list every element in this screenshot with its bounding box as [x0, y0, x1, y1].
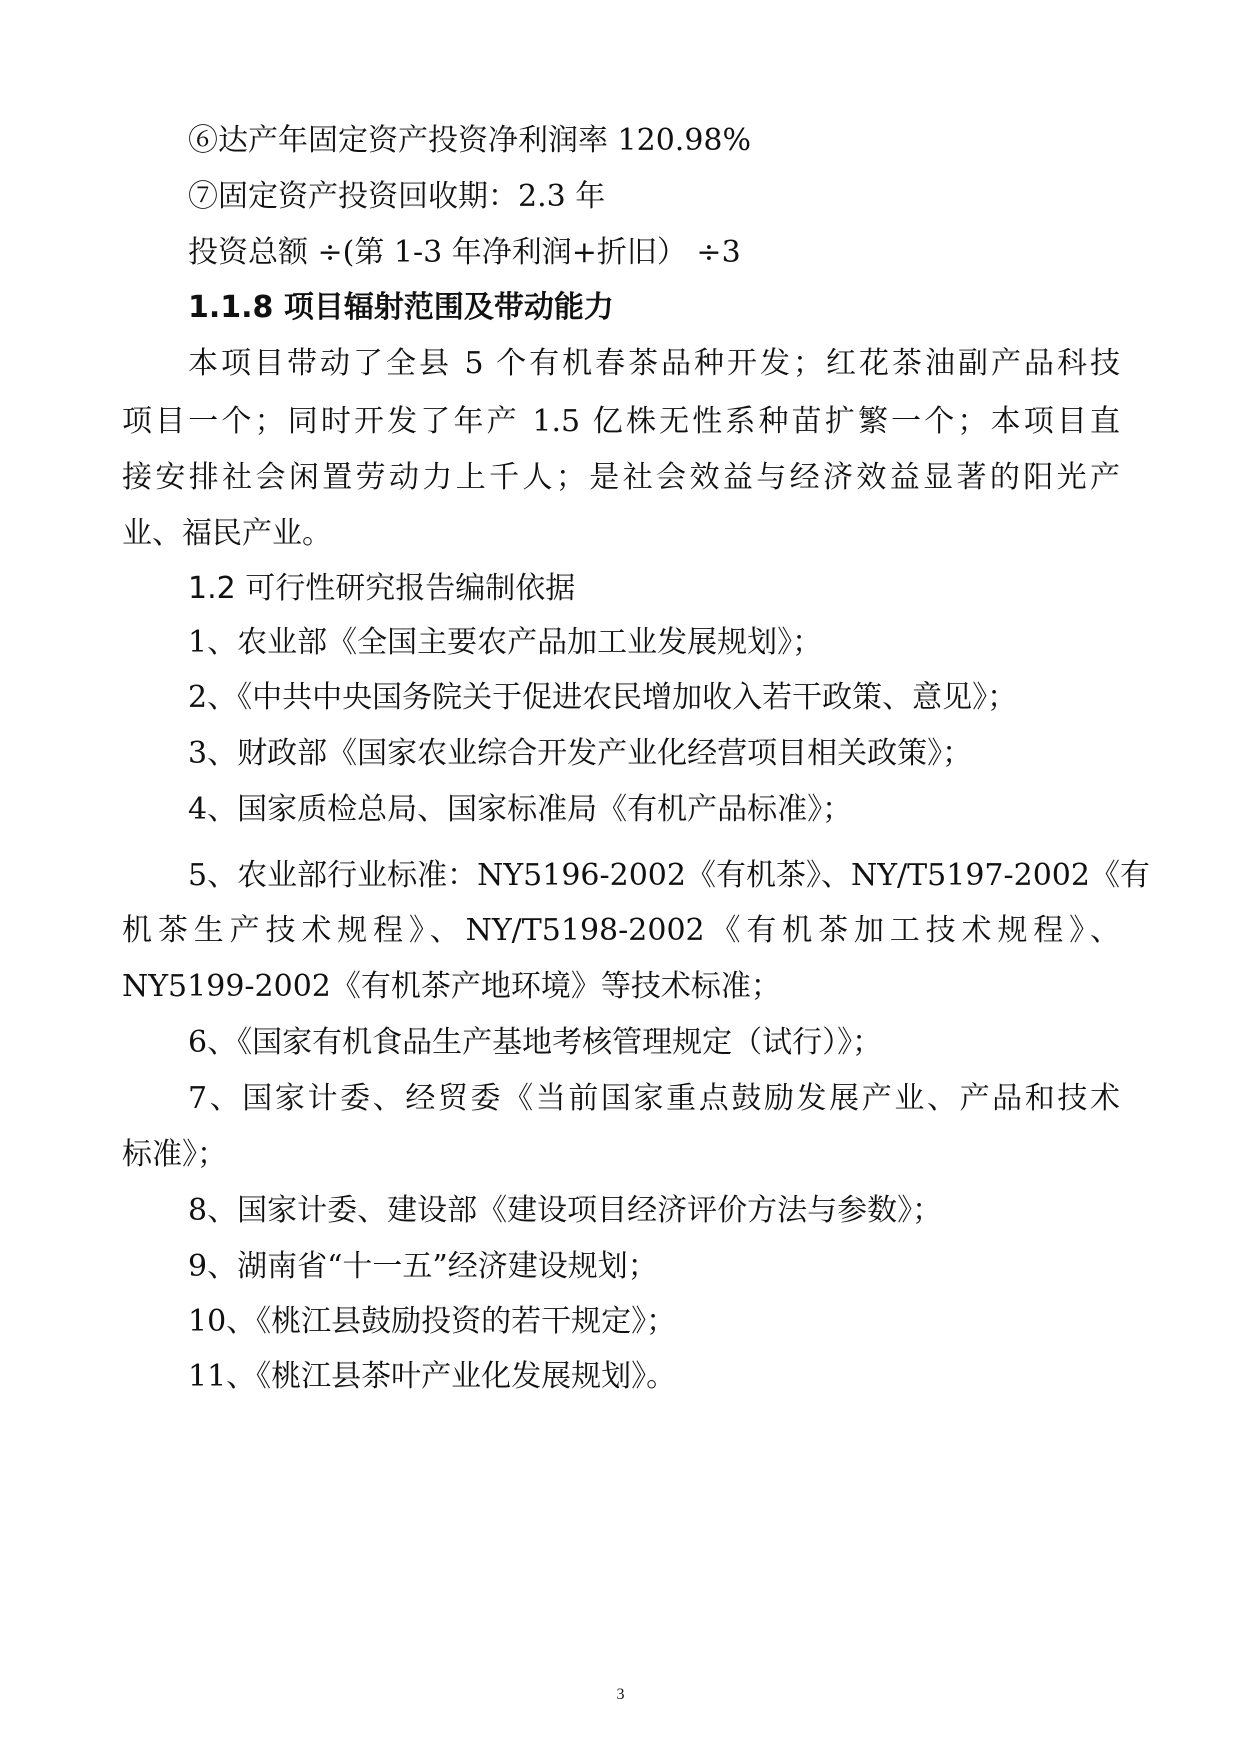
list-item: 10、《桃江县鼓励投资的若干规定》；: [188, 1304, 677, 1339]
text-line: ⑦固定资产投资回收期：2.3 年: [188, 179, 606, 214]
list-item-continued: 机茶生产技术规程》、NY/T5198-2002《有机茶加工技术规程》、: [122, 913, 1120, 948]
section-heading: 1.1.8 项目辐射范围及带动能力: [188, 290, 614, 325]
page-number: 3: [616, 1686, 625, 1703]
text-line: ⑥达产年固定资产投资净利润率 120.98%: [188, 123, 752, 158]
list-item: 5、农业部行业标准：NY5196-2002《有机茶》、NY/T5197-2002《有: [188, 858, 1150, 893]
list-item: 8、国家计委、建设部《建设项目经济评价方法与参数》；: [188, 1193, 943, 1228]
section-heading: 1.2 可行性研究报告编制依据: [188, 571, 576, 606]
list-item: 11、《桃江县茶叶产业化发展规划》。: [188, 1359, 677, 1394]
text-line: 投资总额 ÷(第 1-3 年净利润+折旧） ÷3: [188, 235, 741, 270]
paragraph-line: 接安排社会闲置劳动力上千人；是社会效益与经济效益显著的阳光产: [122, 460, 1120, 495]
list-item: 6、《国家有机食品生产基地考核管理规定（试行）》；: [188, 1025, 883, 1060]
list-item: 9、湖南省“十一五”经济建设规划；: [188, 1249, 658, 1284]
list-item: 4、国家质检总局、国家标准局《有机产品标准》；: [188, 792, 853, 827]
paragraph-line: 业、福民产业。: [122, 516, 332, 551]
list-item: 3、财政部《国家农业综合开发产业化经营项目相关政策》；: [188, 736, 973, 771]
list-item: 7、国家计委、经贸委《当前国家重点鼓励发展产业、产品和技术: [188, 1081, 1120, 1116]
list-item: 1、农业部《全国主要农产品加工业发展规划》；: [188, 625, 823, 660]
paragraph-line: 项目一个；同时开发了年产 1.5 亿株无性系种苗扩繁一个；本项目直: [122, 404, 1120, 439]
list-item-continued: NY5199-2002《有机茶产地环境》等技术标准；: [122, 969, 781, 1004]
paragraph-line: 本项目带动了全县 5 个有机春茶品种开发；红花茶油副产品科技: [188, 346, 1120, 381]
list-item-continued: 标准》；: [122, 1137, 227, 1172]
list-item: 2、《中共中央国务院关于促进农民增加收入若干政策、意见》；: [188, 680, 1018, 715]
